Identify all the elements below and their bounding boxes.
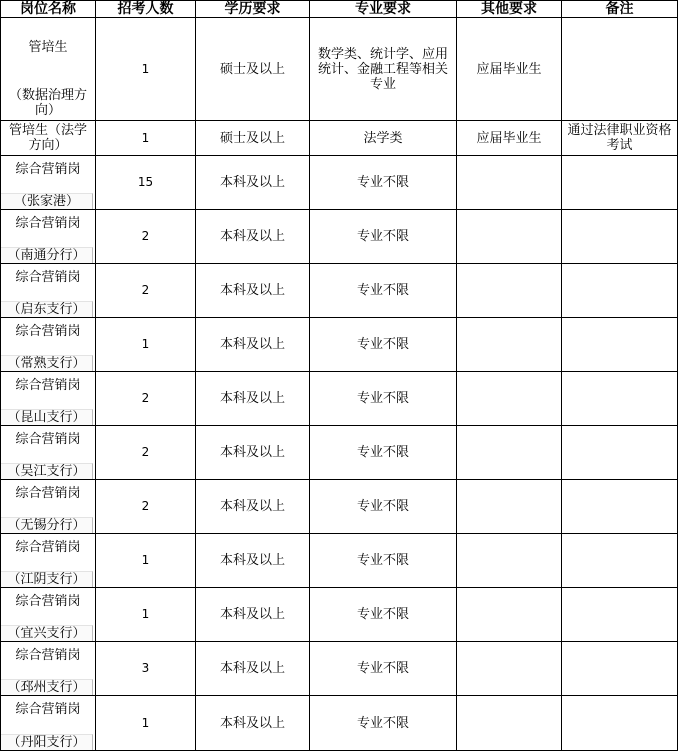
remark-cell — [562, 210, 678, 264]
headcount-cell: 2 — [96, 426, 196, 480]
position-branch: （数据治理方向） — [8, 88, 87, 118]
education-req-cell: 本科及以上 — [196, 210, 310, 264]
major-req-cell: 专业不限 — [310, 534, 457, 588]
position-branch: （启东支行） — [1, 301, 93, 317]
major-req-cell: 专业不限 — [310, 318, 457, 372]
remark-cell — [562, 156, 678, 210]
other-req-cell — [457, 696, 562, 751]
other-req-cell — [457, 426, 562, 480]
remark-cell — [562, 696, 678, 751]
position-name: 综合营销岗 — [15, 216, 81, 231]
position-name-cell — [0, 588, 96, 642]
remark-cell — [562, 588, 678, 642]
position-name: 综合营销岗 — [15, 324, 81, 339]
remark-cell — [562, 372, 678, 426]
position-branch: （无锡分行） — [1, 517, 93, 533]
major-req-cell: 数学类、统计学、应用统计、金融工程等相关专业 — [310, 18, 457, 121]
headcount-cell: 3 — [96, 642, 196, 696]
remark-cell — [562, 426, 678, 480]
position-name-cell — [0, 18, 96, 121]
major-req-cell: 专业不限 — [310, 210, 457, 264]
remark-cell: 通过法律职业资格考试 — [562, 121, 678, 156]
position-name: 综合营销岗 — [15, 270, 81, 285]
major-req-cell: 法学类 — [310, 121, 457, 156]
header-education-req: 学历要求 — [196, 0, 310, 18]
position-name-cell — [0, 426, 96, 480]
education-req-cell: 本科及以上 — [196, 156, 310, 210]
position-branch: （邳州支行） — [1, 679, 93, 695]
education-req-cell: 本科及以上 — [196, 534, 310, 588]
position-name: 综合营销岗 — [15, 540, 81, 555]
headcount-cell: 1 — [96, 18, 196, 121]
position-branch: （吴江支行） — [1, 463, 93, 479]
other-req-cell — [457, 588, 562, 642]
header-remark: 备注 — [562, 0, 678, 18]
education-req-cell: 本科及以上 — [196, 696, 310, 751]
education-req-cell: 本科及以上 — [196, 588, 310, 642]
position-branch: （昆山支行） — [1, 409, 93, 425]
headcount-cell: 1 — [96, 534, 196, 588]
other-req-cell: 应届毕业生 — [457, 18, 562, 121]
position-branch: （南通分行） — [1, 247, 93, 263]
headcount-cell: 15 — [96, 156, 196, 210]
major-req-cell: 专业不限 — [310, 642, 457, 696]
position-name-cell — [0, 696, 96, 751]
education-req-cell: 本科及以上 — [196, 264, 310, 318]
position-name-cell — [0, 156, 96, 210]
education-req-cell: 本科及以上 — [196, 318, 310, 372]
headcount-cell: 2 — [96, 480, 196, 534]
remark-cell — [562, 642, 678, 696]
position-name: 综合营销岗 — [15, 378, 81, 393]
other-req-cell — [457, 264, 562, 318]
other-req-cell: 应届毕业生 — [457, 121, 562, 156]
other-req-cell — [457, 642, 562, 696]
major-req-cell: 专业不限 — [310, 480, 457, 534]
other-req-cell — [457, 480, 562, 534]
headcount-cell: 2 — [96, 264, 196, 318]
position-name-cell: 管培生（法学方向） — [0, 121, 96, 156]
position-name: 综合营销岗 — [15, 702, 81, 717]
position-name: 综合营销岗 — [15, 432, 81, 447]
other-req-cell — [457, 534, 562, 588]
header-major-req: 专业要求 — [310, 0, 457, 18]
education-req-cell: 本科及以上 — [196, 642, 310, 696]
headcount-cell: 1 — [96, 121, 196, 156]
headcount-cell: 1 — [96, 318, 196, 372]
education-req-cell: 硕士及以上 — [196, 18, 310, 121]
education-req-cell: 本科及以上 — [196, 372, 310, 426]
header-position-name: 岗位名称 — [0, 0, 96, 18]
position-name-cell — [0, 264, 96, 318]
remark-cell — [562, 534, 678, 588]
position-name: 综合营销岗 — [15, 486, 81, 501]
other-req-cell — [457, 210, 562, 264]
position-name: 综合营销岗 — [15, 594, 81, 609]
position-branch: （常熟支行） — [1, 355, 93, 371]
major-req-cell: 专业不限 — [310, 426, 457, 480]
header-other-req: 其他要求 — [457, 0, 562, 18]
other-req-cell — [457, 372, 562, 426]
other-req-cell — [457, 318, 562, 372]
remark-cell — [562, 318, 678, 372]
major-req-cell: 专业不限 — [310, 264, 457, 318]
position-name-cell — [0, 534, 96, 588]
position-name-cell — [0, 318, 96, 372]
position-name-cell — [0, 642, 96, 696]
remark-cell — [562, 480, 678, 534]
headcount-cell: 1 — [96, 696, 196, 751]
headcount-cell: 1 — [96, 588, 196, 642]
position-name: 综合营销岗 — [15, 162, 81, 177]
other-req-cell — [457, 156, 562, 210]
position-branch: （丹阳支行） — [1, 734, 93, 750]
headcount-cell: 2 — [96, 210, 196, 264]
education-req-cell: 硕士及以上 — [196, 121, 310, 156]
remark-cell — [562, 264, 678, 318]
remark-cell — [562, 18, 678, 121]
position-branch: （宜兴支行） — [1, 625, 93, 641]
headcount-cell: 2 — [96, 372, 196, 426]
position-name-cell — [0, 480, 96, 534]
major-req-cell: 专业不限 — [310, 588, 457, 642]
major-req-cell: 专业不限 — [310, 372, 457, 426]
education-req-cell: 本科及以上 — [196, 480, 310, 534]
major-req-cell: 专业不限 — [310, 156, 457, 210]
education-req-cell: 本科及以上 — [196, 426, 310, 480]
position-name-cell — [0, 210, 96, 264]
position-name: 管培生 — [28, 40, 68, 55]
major-req-cell: 专业不限 — [310, 696, 457, 751]
header-headcount: 招考人数 — [96, 0, 196, 18]
position-branch: （江阴支行） — [1, 571, 93, 587]
position-name-cell — [0, 372, 96, 426]
position-branch: （张家港） — [1, 193, 93, 209]
position-name: 综合营销岗 — [15, 648, 81, 663]
